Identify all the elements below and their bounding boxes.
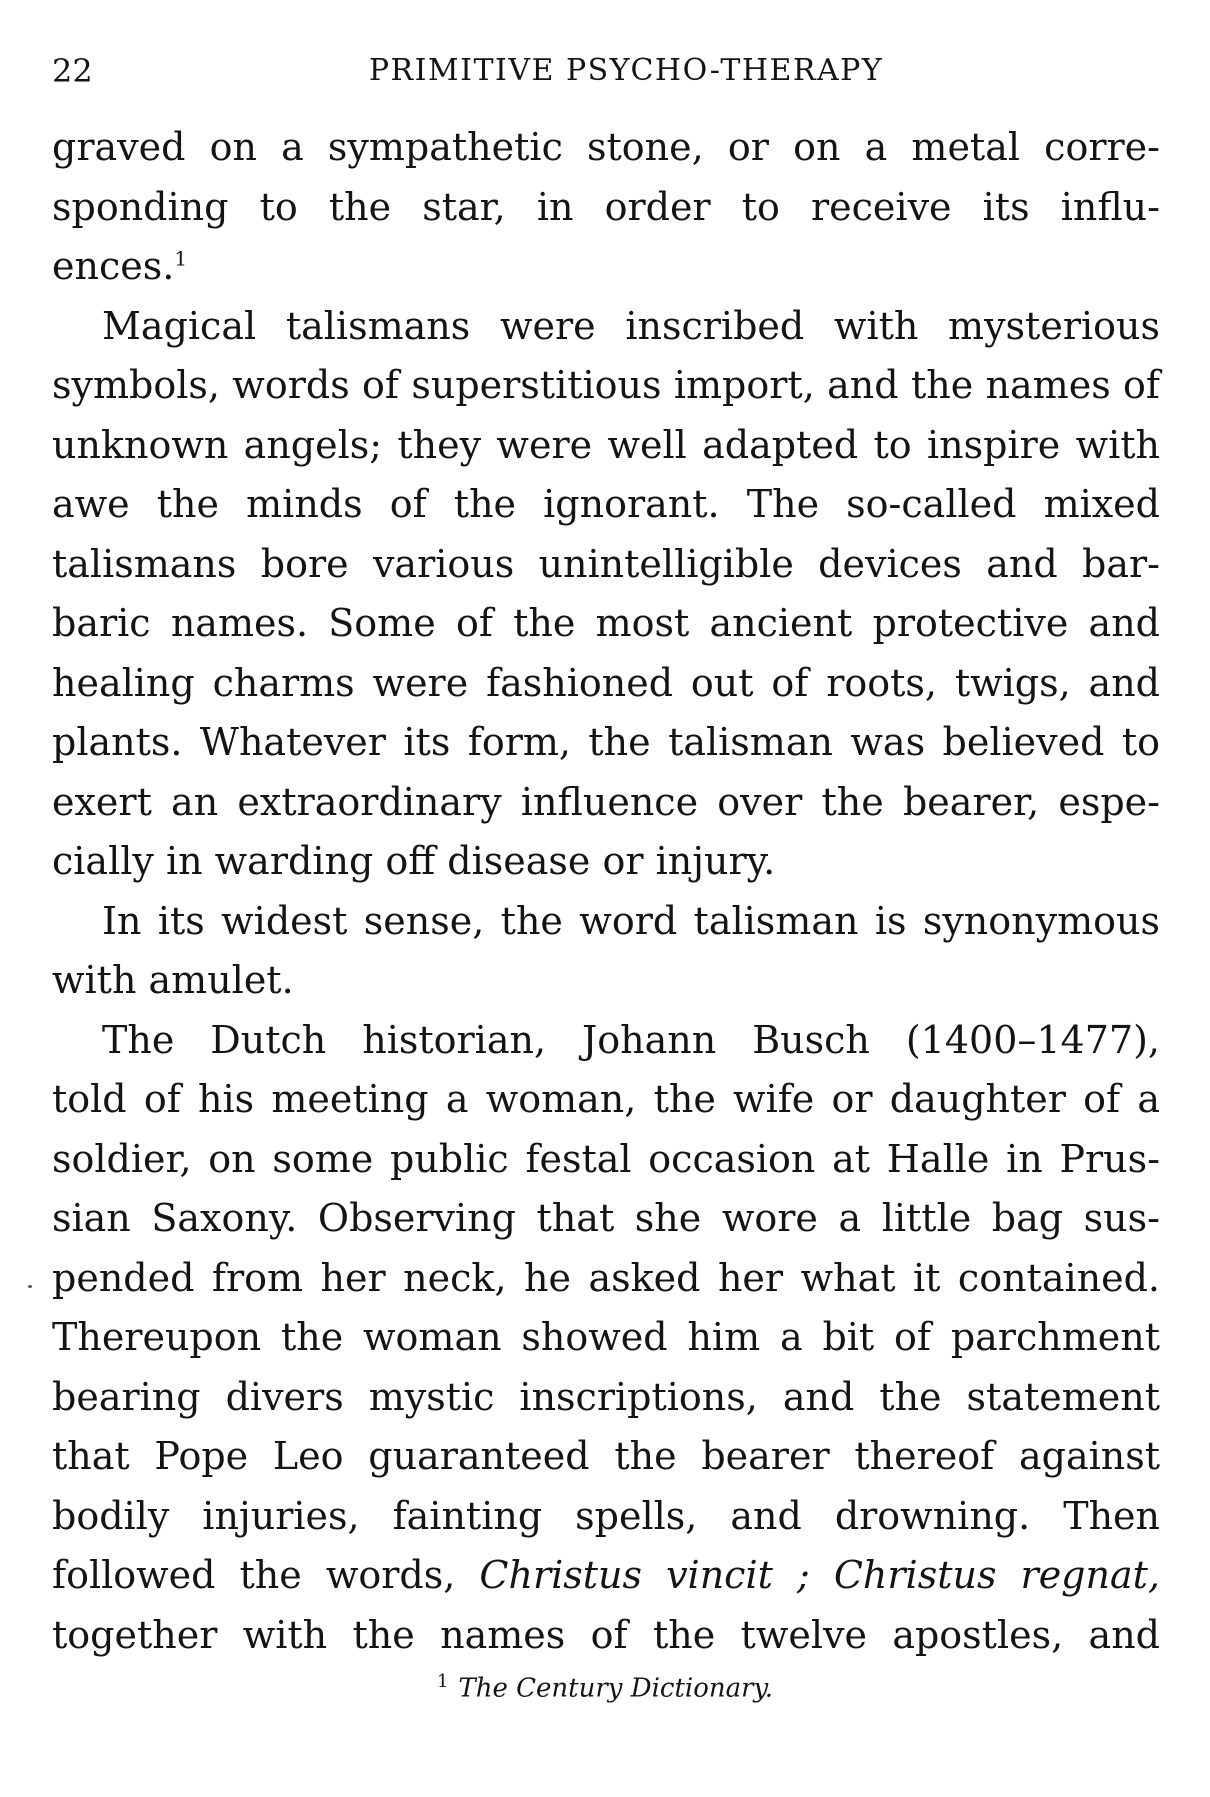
text-line: that Pope Leo guaranteed the bearer thereof against	[52, 1434, 1160, 1478]
text-line: awe the minds of the ignorant. The so-called mixed	[52, 482, 1160, 526]
page-number: 22	[52, 52, 93, 90]
text-line: graved on a sympathetic stone, or on a metal corre-	[52, 125, 1160, 169]
text-line: symbols, words of superstitious import, and the names of	[52, 363, 1160, 407]
text-line: sian Saxony. Observing that she wore a little bag sus-	[52, 1196, 1160, 1240]
text-line-content: ences.	[52, 244, 175, 288]
text-line: unknown angels; they were well adapted to inspire with	[52, 422, 1160, 467]
text-line: Thereupon the woman showed him a bit of parchment	[52, 1315, 1160, 1359]
text-line-content: followed the words,	[52, 1553, 456, 1597]
footnote-text: The Century Dictionary.	[458, 1673, 774, 1704]
page-header	[52, 48, 1160, 94]
footnote-reference: 1	[174, 246, 188, 271]
text-line: Magical talismans were inscribed with mysterious	[102, 303, 1160, 348]
text-line: exert an extraordinary influence over the bearer, espe-	[52, 779, 1160, 824]
text-line: bearing divers mystic inscriptions, and the statement	[52, 1374, 1160, 1419]
footnote-mark: 1	[436, 1671, 449, 1692]
text-line: cially in warding off disease or injury.	[52, 839, 776, 883]
text-line: pended from her neck, he asked her what it contained.	[52, 1255, 1160, 1300]
body-text	[52, 118, 1160, 1665]
text-line: baric names. Some of the most ancient protective and	[52, 601, 1160, 645]
text-line: plants. Whatever its form, the talisman was believed to	[52, 720, 1160, 764]
running-head: PRIMITIVE PSYCHO-THERAPY	[368, 53, 884, 88]
text-line: talismans bore various unintelligible devices and bar-	[52, 541, 1160, 586]
text-line: bodily injuries, fainting spells, and drowning. Then	[52, 1493, 1160, 1538]
text-line: healing charms were fashioned out of roots, twigs, and	[52, 660, 1160, 705]
text-line: The Dutch historian, Johann Busch (1400–1477),	[102, 1017, 1160, 1062]
print-speck	[28, 1285, 32, 1288]
text-line: with amulet.	[52, 958, 294, 1002]
text-line: In its widest sense, the word talisman is synonymous	[102, 898, 1160, 943]
italic-phrase: Christus vincit ; Christus regnat,	[479, 1553, 1160, 1597]
text-line: together with the names of the twelve apostles, and	[52, 1612, 1160, 1657]
footnote	[0, 1662, 1210, 1709]
text-line	[52, 1546, 1160, 1606]
text-line: sponding to the star, in order to receive its influ-	[52, 184, 1160, 229]
text-line	[52, 237, 1160, 297]
text-line: told of his meeting a woman, the wife or daughter of a	[52, 1077, 1160, 1121]
text-line: soldier, on some public festal occasion at Halle in Prus-	[52, 1136, 1160, 1181]
